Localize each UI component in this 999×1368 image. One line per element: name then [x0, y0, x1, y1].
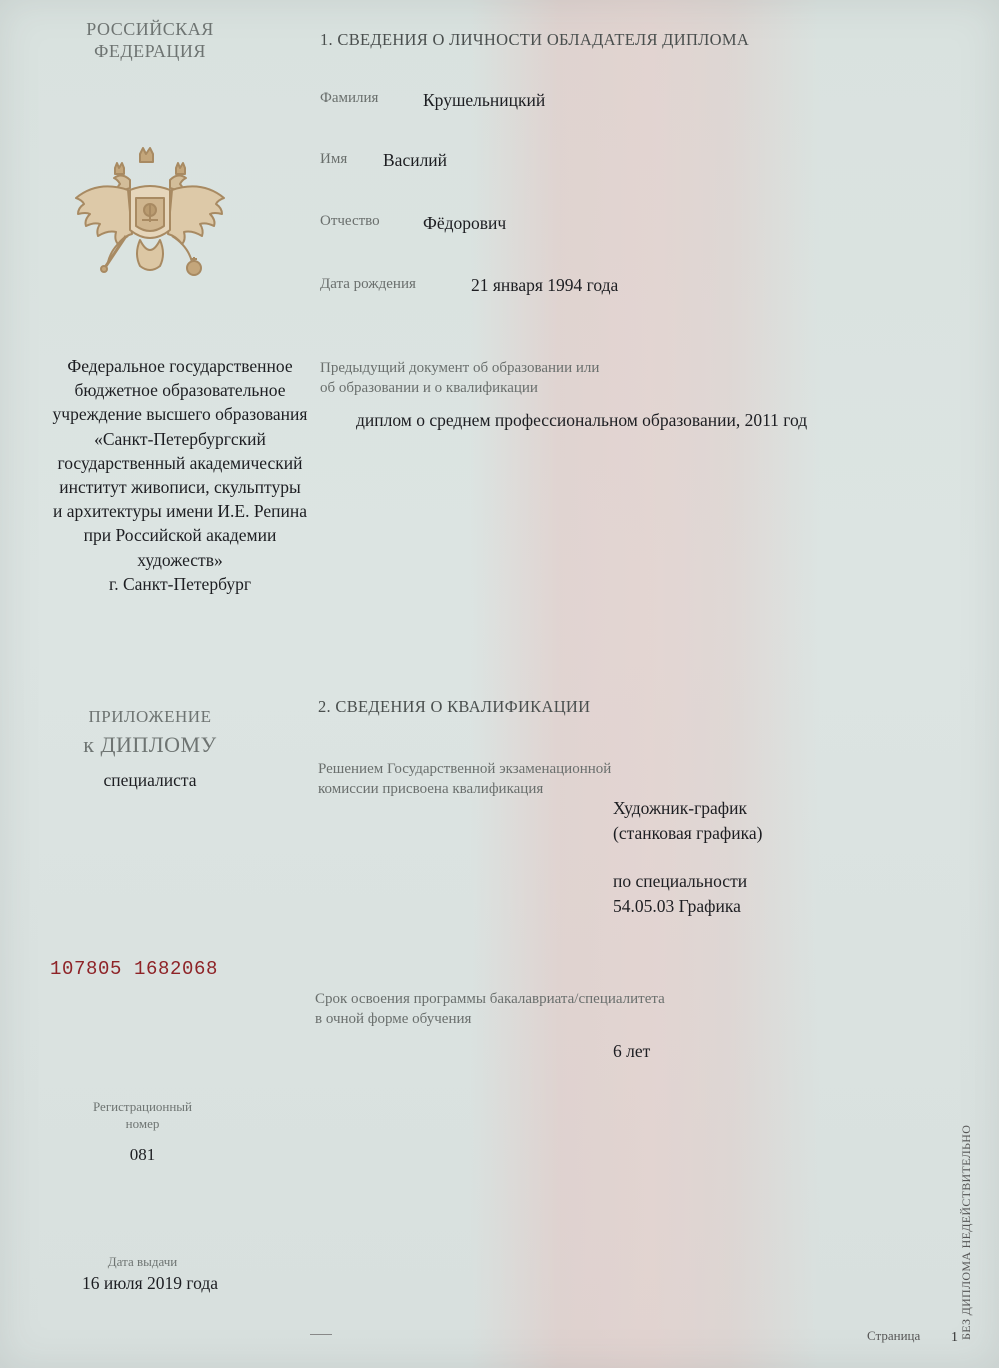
- side-note: БЕЗ ДИПЛОМА НЕДЕЙСТВИТЕЛЬНО: [959, 1124, 973, 1340]
- country-name: РОССИЙСКАЯ ФЕДЕРАЦИЯ: [86, 19, 214, 61]
- page-number: 1: [951, 1330, 958, 1345]
- qualification-value: Художник-график (станковая графика): [613, 798, 763, 843]
- issue-date: 16 июля 2019 года: [81, 1273, 219, 1293]
- qualification-decision-label: Решением Государственной экзаменационной комиссии присвоена квалификация: [318, 761, 612, 797]
- patronymic-value: Фёдорович: [423, 213, 507, 233]
- surname-value: Крушельницкий: [423, 90, 546, 110]
- appendix-title: ПРИЛОЖЕНИЕ: [88, 707, 212, 726]
- diploma-serial-number: 107805 1682068: [50, 958, 219, 980]
- divider: [310, 1334, 332, 1335]
- institution-name: Федеральное государственное бюджетное образовательное учреждение высшего образования «Санкт-Петербургский государственный академический институт живописи, скульптуры и архитектуры имени И.Е. Репина при Российской академии художеств» г. Санкт-Петербург: [52, 356, 308, 594]
- previous-document-value: диплом о среднем профессиональном образовании, 2011 год: [356, 410, 808, 430]
- specialty-block: [613, 869, 747, 918]
- registration-number: 081: [129, 1145, 156, 1164]
- degree-level: специалиста: [103, 770, 197, 790]
- patronymic-label: Отчество: [320, 213, 380, 229]
- section1-title: 1. СВЕДЕНИЯ О ЛИЧНОСТИ ОБЛАДАТЕЛЯ ДИПЛОМА: [320, 30, 750, 49]
- birth-date-value: 21 января 1994 года: [471, 275, 619, 295]
- study-term-label: Срок освоения программы бакалавриата/специалитета в очной форме обучения: [315, 991, 665, 1027]
- section2-title: 2. СВЕДЕНИЯ О КВАЛИФИКАЦИИ: [318, 697, 591, 716]
- page-label: Страница: [867, 1328, 921, 1343]
- registration-label: Регистрационный номер: [92, 1099, 193, 1131]
- to-diploma-title: к ДИПЛОМУ: [83, 732, 217, 757]
- specialty-value: 54.05.03 Графика: [613, 895, 741, 916]
- study-term-value: 6 лет: [613, 1041, 651, 1061]
- issue-date-label: Дата выдачи: [107, 1254, 178, 1269]
- name-label: Имя: [320, 151, 348, 167]
- name-value: Василий: [383, 150, 448, 170]
- birth-date-label: Дата рождения: [320, 276, 416, 292]
- specialty-label: по специальности: [613, 871, 748, 891]
- surname-label: Фамилия: [320, 90, 379, 106]
- russian-coat-of-arms-icon: [70, 140, 230, 300]
- previous-document-label: Предыдущий документ об образовании или об образовании и о квалификации: [320, 360, 600, 396]
